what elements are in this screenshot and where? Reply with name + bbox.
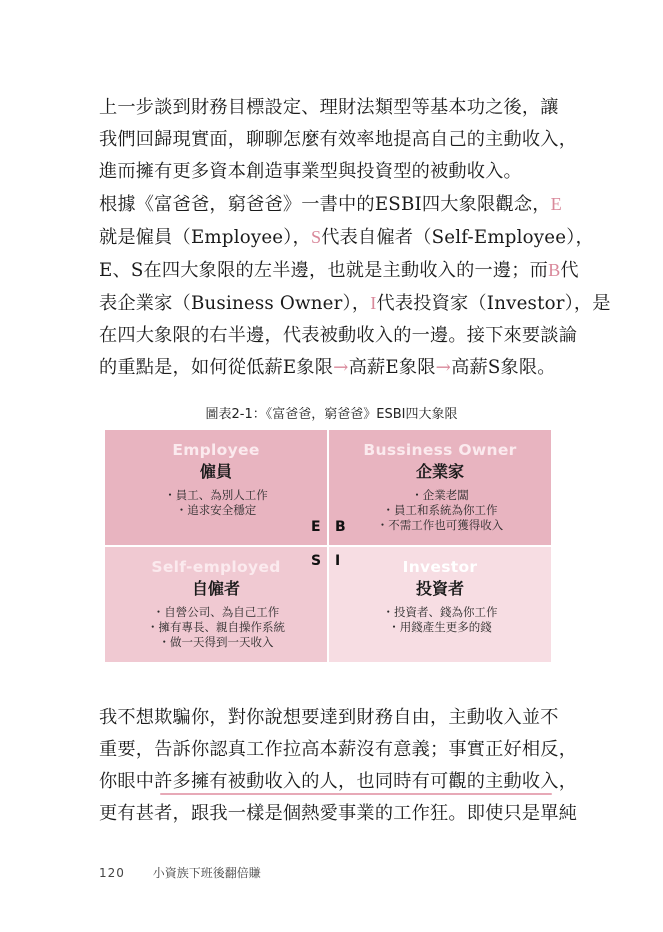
- text-line: 更有甚者，跟我一樣是個熱愛事業的工作狂。即使只是單純: [99, 803, 578, 824]
- bullet-item: ・投資者、錢為你工作: [382, 605, 498, 619]
- bullet-item: ・做一天得到一天收入: [158, 635, 274, 649]
- text-line: [99, 287, 611, 320]
- book-title: 小資族下班後翻倍賺: [152, 866, 261, 880]
- letter-s-highlight: S: [310, 227, 322, 247]
- letter-i-highlight: I: [370, 293, 377, 313]
- bullet-item: ・擁有專長、親自操作系統: [147, 620, 285, 634]
- text-line: 在四大象限的右半邊，代表被動收入的一邊。接下來要談論: [99, 325, 578, 346]
- text-line: [99, 352, 564, 384]
- quadrant-title-zh: 自僱者: [191, 579, 240, 598]
- text-line: 我不想欺騙你，對你說想要達到財務自由，主動收入並不: [99, 707, 559, 728]
- figure-caption: 圖表2-1：《富爸爸，窮爸爸》ESBI四大象限: [205, 407, 458, 422]
- text-segment: E、S在四大象限的左半邊，也就是主動收入的一邊；而: [99, 260, 549, 281]
- quadrant-bullets: [105, 605, 327, 650]
- quadrant-bullets: [329, 488, 551, 533]
- letter-e-highlight: E: [550, 194, 562, 214]
- text-segment: 高薪S象限。: [451, 357, 556, 378]
- text-segment: 代表投資家（Investor），是: [376, 293, 611, 314]
- bullet-item: ・用錢產生更多的錢: [388, 620, 492, 634]
- arrow-right-icon: →: [333, 357, 349, 378]
- text-segment: 根據《富爸爸，窮爸爸》一書中的ESBI四大象限觀念，: [99, 194, 551, 215]
- page-footer: [99, 864, 261, 881]
- text-segment: 就是僱員（Employee），: [99, 227, 311, 248]
- quadrant-title-en: Investor: [402, 558, 478, 576]
- bullet-item: ・追求安全穩定: [175, 503, 257, 517]
- text-line: [99, 188, 564, 221]
- text-segment: 高薪E象限: [348, 357, 436, 378]
- text-line: 你眼中許多擁有被動收入的人，也同時有可觀的主動收入，: [99, 771, 578, 792]
- quadrant-title-zh: 僱員: [199, 462, 232, 481]
- quadrant-letter-e: E: [311, 519, 321, 535]
- quadrant-investor: [329, 547, 551, 662]
- quadrant-business-owner: [329, 430, 551, 545]
- quadrant-title-zh: 投資者: [415, 579, 464, 598]
- text-line: [99, 221, 594, 254]
- highlight-underline: [160, 793, 552, 795]
- page-number: 120: [99, 866, 125, 880]
- text-line: 進而擁有更多資本創造事業型與投資型的被動收入。: [99, 161, 522, 182]
- bullet-item: ・企業老闆: [411, 488, 469, 502]
- bullet-item: ・自營公司、為自己工作: [152, 605, 280, 619]
- letter-b-highlight: B: [548, 260, 561, 280]
- text-segment: 代: [560, 260, 579, 281]
- quadrant-letter-b: B: [335, 519, 346, 535]
- text-line: 上一步談到財務目標設定、理財法類型等基本功之後，讓: [99, 97, 559, 118]
- quadrant-bullets: [105, 488, 327, 518]
- quadrant-title-en: Employee: [172, 441, 260, 459]
- text-segment: 代表自僱者（Self-Employee），: [321, 227, 594, 248]
- quadrant-bullets: [329, 605, 551, 635]
- quadrant-letter-s: S: [311, 553, 322, 569]
- paragraph-esbi: [99, 188, 611, 384]
- bullet-item: ・員工和系統為你工作: [382, 503, 498, 517]
- quadrant-employee: [105, 430, 327, 545]
- text-line: [99, 254, 579, 287]
- arrow-right-icon: →: [435, 357, 452, 378]
- text-line: 我們回歸現實面，聊聊怎麼有效率地提高自己的主動收入，: [99, 129, 578, 150]
- quadrant-divider-horizontal: [105, 545, 551, 547]
- paragraph-intro: [99, 92, 578, 188]
- quadrant-title-zh: 企業家: [415, 462, 464, 481]
- quadrant-letter-i: I: [335, 553, 341, 569]
- paragraph-active-income: [99, 702, 578, 830]
- quadrant-title-en: Self-employed: [151, 558, 281, 576]
- text-segment: 表企業家（Business Owner），: [99, 293, 371, 314]
- bullet-item: ・員工、為別人工作: [164, 488, 268, 502]
- quadrant-title-en: Bussiness Owner: [363, 441, 517, 459]
- text-line: 重要，告訴你認真工作拉高本薪沒有意義；事實正好相反，: [99, 739, 578, 760]
- bullet-item: ・不需工作也可獲得收入: [376, 518, 504, 532]
- quadrant-self-employed: [105, 547, 327, 662]
- text-segment: 的重點是，如何從低薪E象限: [99, 357, 334, 378]
